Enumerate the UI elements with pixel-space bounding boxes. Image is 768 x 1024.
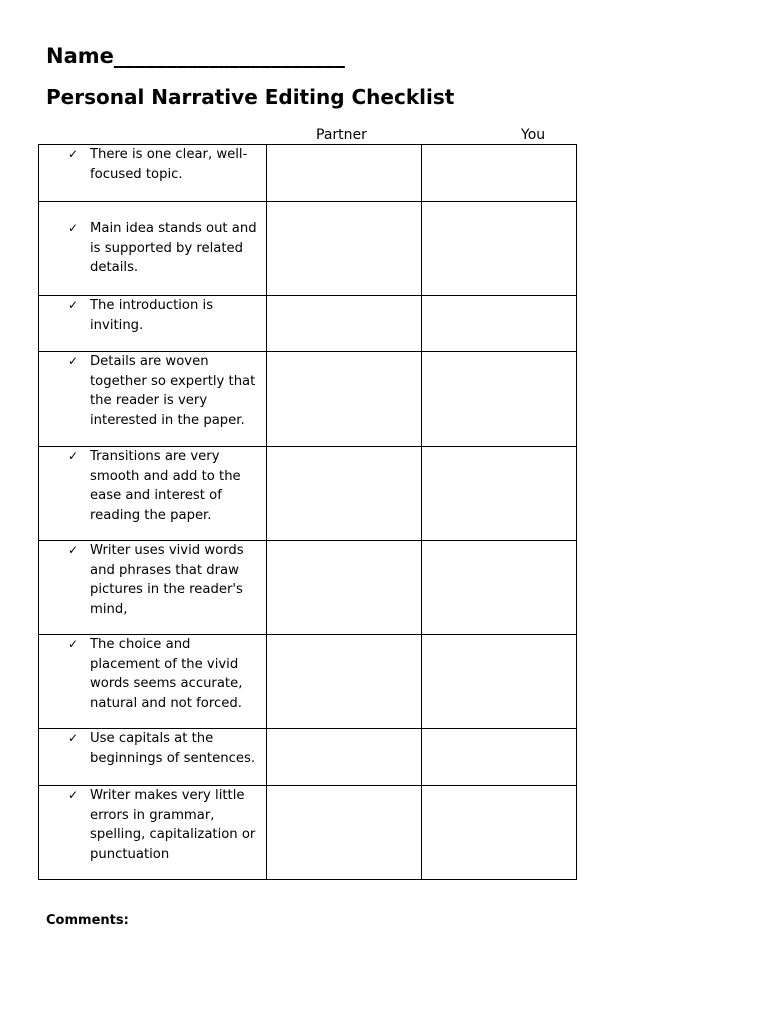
checklist-row xyxy=(39,202,577,296)
you-check-cell[interactable] xyxy=(422,786,577,880)
checklist-item xyxy=(39,296,267,352)
checklist-row xyxy=(39,352,577,447)
page-title: Personal Narrative Editing Checklist xyxy=(46,85,455,109)
partner-check-cell[interactable] xyxy=(267,145,422,202)
check-mark-icon: ✓ xyxy=(68,449,79,463)
you-check-cell[interactable] xyxy=(422,729,577,786)
partner-check-cell[interactable] xyxy=(267,635,422,729)
checklist-item-text: Writer uses vivid words and phrases that draw pictures in the reader's mind, xyxy=(90,543,244,617)
checklist-row xyxy=(39,541,577,635)
check-mark-icon: ✓ xyxy=(68,147,79,161)
checklist-row xyxy=(39,447,577,541)
partner-check-cell[interactable] xyxy=(267,541,422,635)
checklist-row xyxy=(39,635,577,729)
check-mark-icon: ✓ xyxy=(68,543,79,557)
partner-check-cell[interactable] xyxy=(267,202,422,296)
checklist-item xyxy=(39,145,267,202)
check-mark-icon: ✓ xyxy=(68,354,79,368)
check-mark-icon: ✓ xyxy=(68,298,79,312)
check-mark-icon: ✓ xyxy=(68,221,79,235)
you-check-cell[interactable] xyxy=(422,202,577,296)
editing-checklist-table xyxy=(38,144,577,880)
checklist-item-text: The introduction is inviting. xyxy=(90,298,214,333)
checklist-item xyxy=(39,202,267,296)
checklist-row xyxy=(39,729,577,786)
comments-label: Comments: xyxy=(46,913,129,928)
you-check-cell[interactable] xyxy=(422,447,577,541)
partner-check-cell[interactable] xyxy=(267,729,422,786)
checklist-item-text: Use capitals at the beginnings of sentences. xyxy=(90,731,256,766)
check-mark-icon: ✓ xyxy=(68,637,79,651)
you-check-cell[interactable] xyxy=(422,296,577,352)
checklist-item xyxy=(39,541,267,635)
checklist-item-text: Transitions are very smooth and add to the ease and interest of reading the paper. xyxy=(90,449,241,523)
checklist-item-text: There is one clear, well-focused topic. xyxy=(90,147,248,182)
you-check-cell[interactable] xyxy=(422,145,577,202)
checklist-item xyxy=(39,729,267,786)
partner-check-cell[interactable] xyxy=(267,296,422,352)
column-header-partner: Partner xyxy=(316,127,367,143)
checklist-row xyxy=(39,296,577,352)
check-mark-icon: ✓ xyxy=(68,731,79,745)
name-field-label: Name______________________ xyxy=(46,44,345,68)
you-check-cell[interactable] xyxy=(422,635,577,729)
partner-check-cell[interactable] xyxy=(267,786,422,880)
checklist-item-text: Main idea stands out and is supported by related details. xyxy=(90,221,257,275)
you-check-cell[interactable] xyxy=(422,541,577,635)
checklist-row xyxy=(39,145,577,202)
checklist-item-text: Details are woven together so expertly that the reader is very interested in the paper. xyxy=(90,354,256,428)
checklist-row xyxy=(39,786,577,880)
checklist-item xyxy=(39,352,267,447)
you-check-cell[interactable] xyxy=(422,352,577,447)
checklist-item xyxy=(39,786,267,880)
checklist-item-text: Writer makes very little errors in grammar, spelling, capitalization or punctuation xyxy=(90,788,256,862)
partner-check-cell[interactable] xyxy=(267,447,422,541)
check-mark-icon: ✓ xyxy=(68,788,79,802)
partner-check-cell[interactable] xyxy=(267,352,422,447)
column-header-you: You xyxy=(521,127,546,143)
checklist-item xyxy=(39,447,267,541)
checklist-item-text: The choice and placement of the vivid words seems accurate, natural and not forced. xyxy=(90,637,243,711)
checklist-item xyxy=(39,635,267,729)
